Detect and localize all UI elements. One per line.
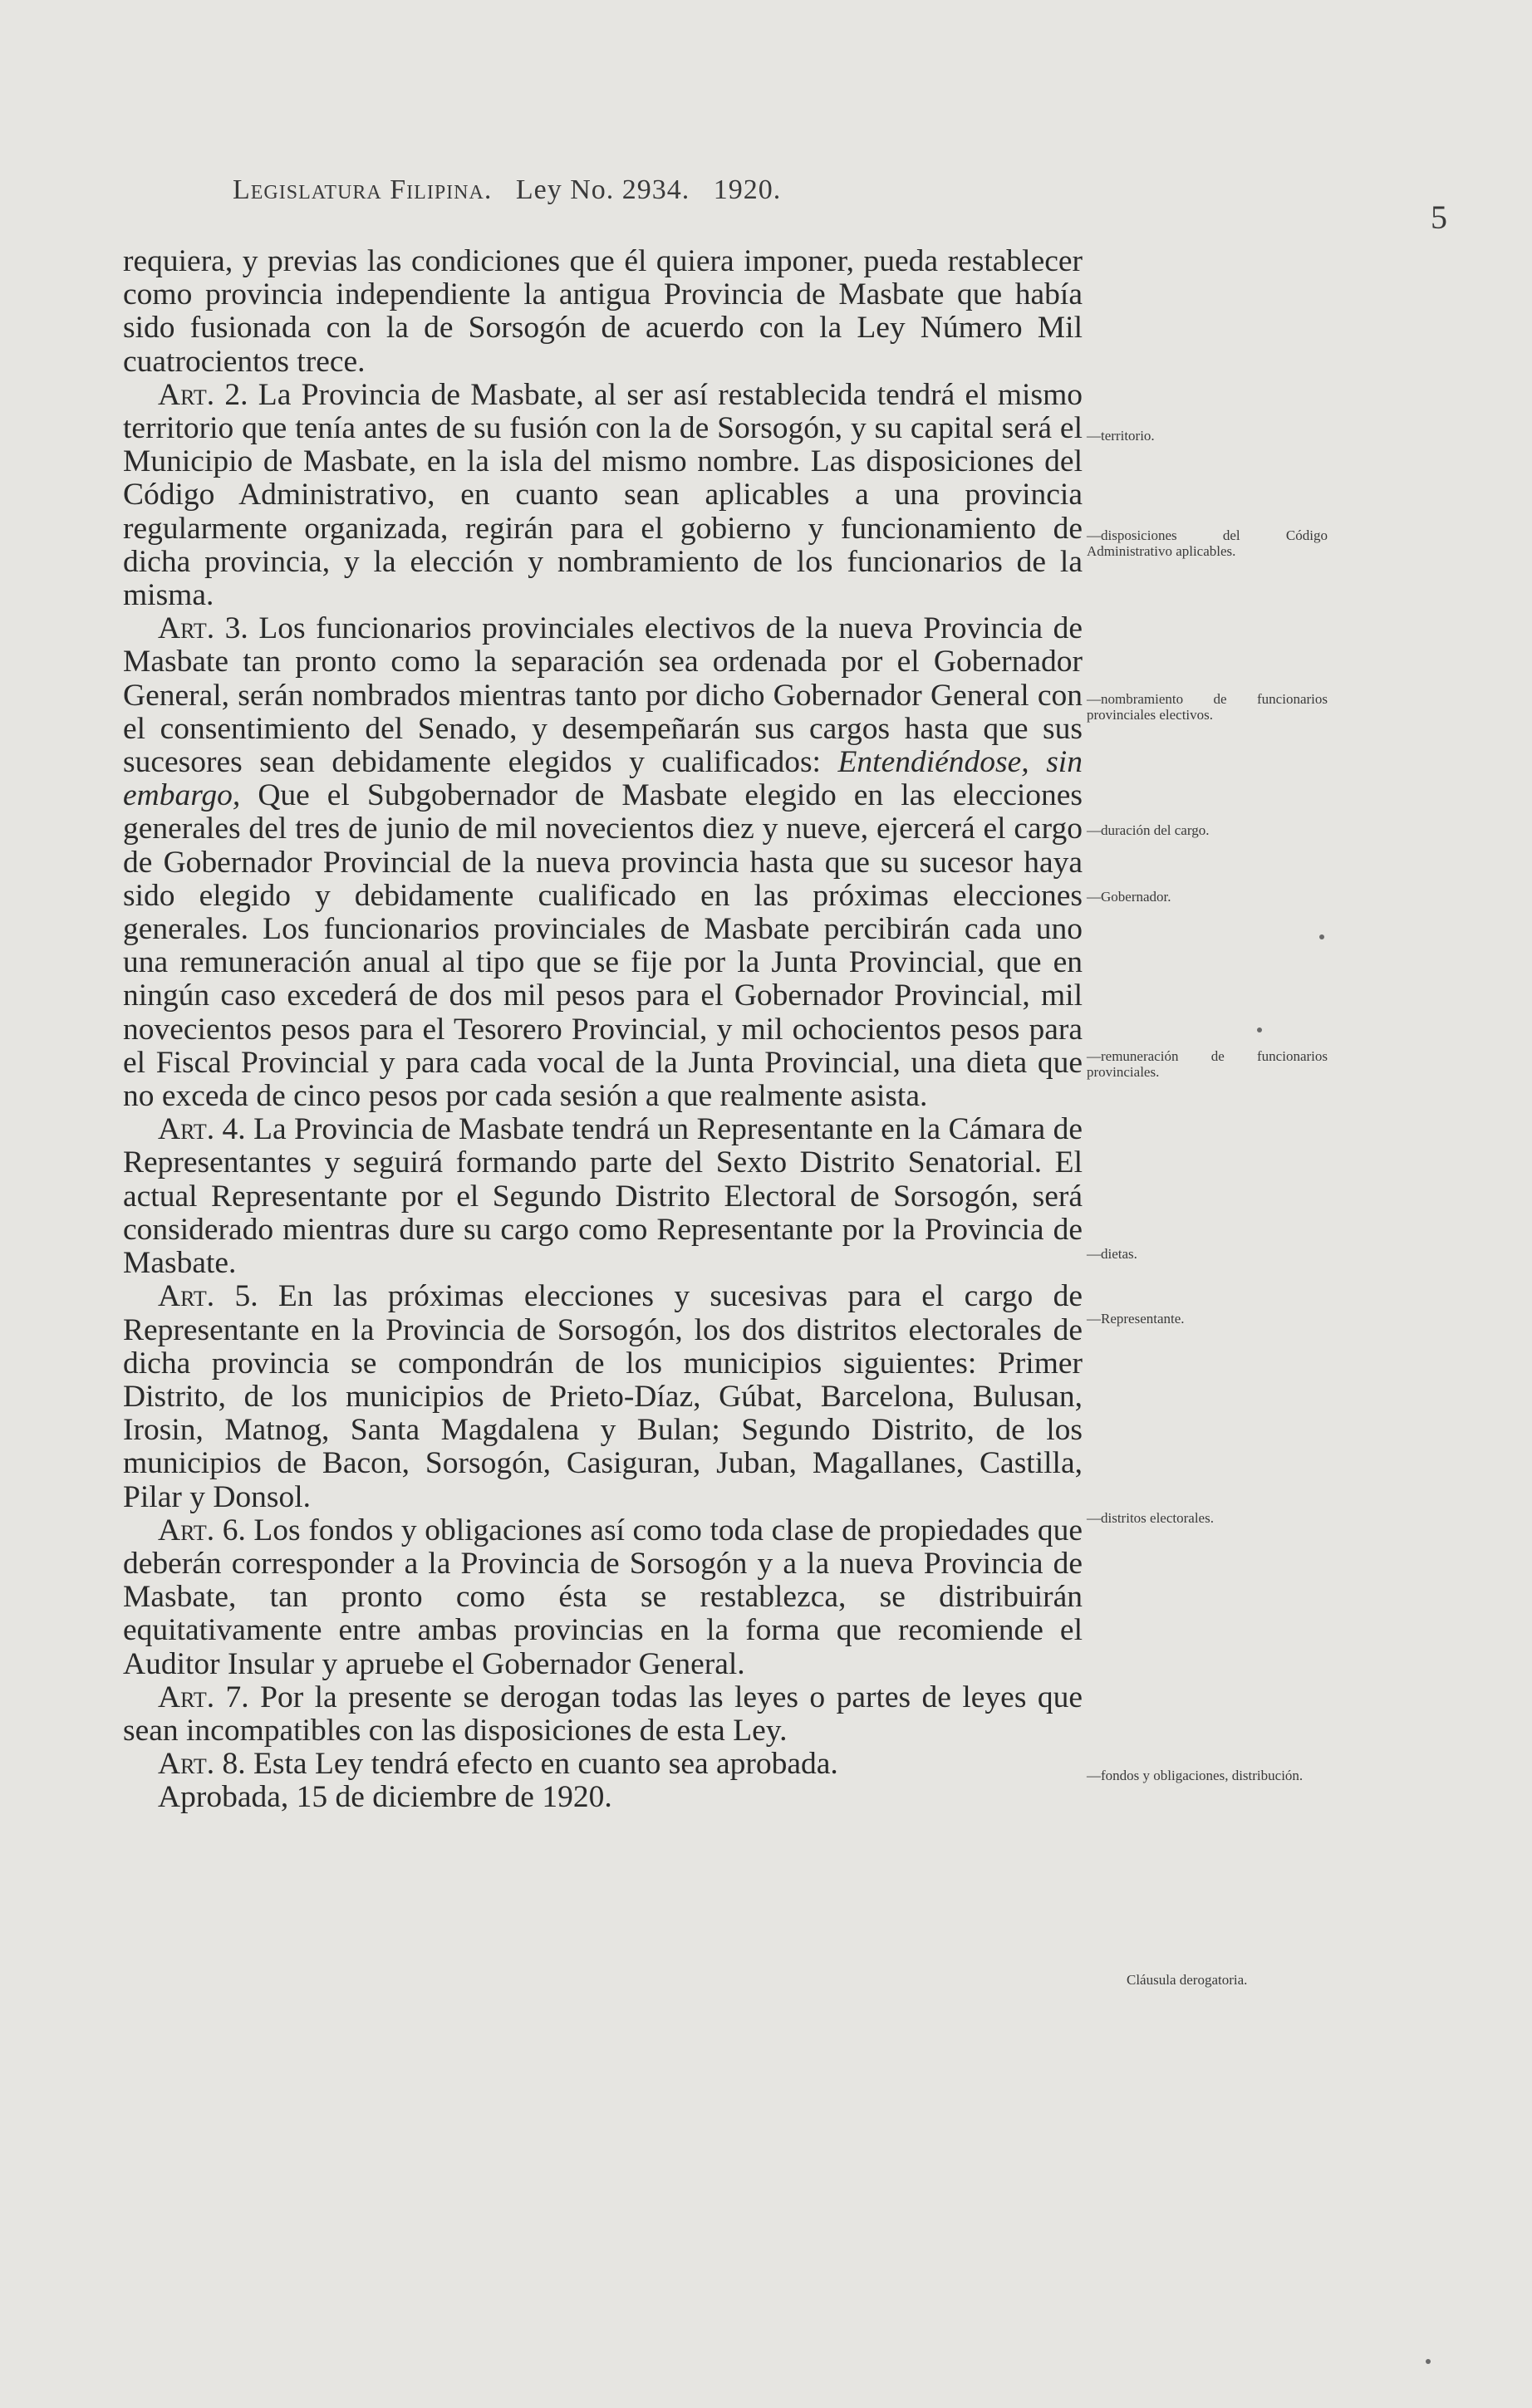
article-text: La Provincia de Masbate, al ser así restablecida tendrá el mismo territorio que tenía antes de su fusión con la de Sorsogón, y su capital será el Municipio de Masbate, en la isla del mismo nombre. Las disposiciones del Código Administrativo, en cuanto sean aplicables a una provincia regularmente organizada, regirán para el gobierno y funcionamiento de dicha provincia, y la elección y nombramiento de los funcionarios de la misma.	[123, 377, 1083, 613]
proviso-italic: Entendiéndose, sin embargo,	[123, 745, 1083, 813]
article-text: La Provincia de Masbate tendrá un Representante en la Cámara de Representantes y seguirá formando parte del Sexto Distrito Senatorial. El actual Representante por el Segundo Distrito Electoral de Sorsogón, será considerado mientras dure su cargo como Representante por la Provincia de Masbate.	[123, 1112, 1083, 1281]
article-text: Los funcionarios provinciales electivos de la nueva Provincia de Masbate tan pronto como la separación sea ordenada por el Gobernador General, serán nombrados mientras tanto por dicho Gobernador General con el consentimiento del Senado, y desempeñarán sus cargos hasta que sus sucesores sean debidamente elegidos y cualificados:	[123, 611, 1083, 780]
ink-speck	[1257, 1027, 1262, 1032]
article-7	[123, 1681, 1083, 1748]
article-5	[123, 1280, 1083, 1513]
article-label: Art. 2.	[158, 377, 248, 412]
header-year: 1920.	[713, 174, 782, 205]
article-label: Art. 5.	[158, 1279, 258, 1314]
header-law-number: Ley No. 2934.	[515, 174, 690, 205]
article-label: Art. 3.	[158, 611, 248, 646]
running-header	[233, 174, 781, 206]
margin-note-derogatoria: Cláusula derogatoria.	[1127, 1972, 1248, 1988]
article-text: Esta Ley tendrá efecto en cuanto sea aprobada.	[245, 1747, 838, 1782]
article-label: Art. 4.	[158, 1112, 246, 1147]
page-number: 5	[1431, 199, 1447, 236]
margin-note-remuneracion: —remuneración de funcionarios provinciales.	[1087, 1048, 1328, 1080]
article-2	[123, 379, 1083, 612]
paragraph-intro: requiera, y previas las condiciones que él quiera imponer, pueda restablecer como provincia independiente la antigua Provincia de Masbate que había sido fusionada con la de Sorsogón de acuerdo con la Ley Número Mil cuatrocientos trece.	[123, 244, 1083, 379]
margin-note-gobernador: —Gobernador.	[1087, 889, 1171, 905]
margin-note-disposiciones: —disposiciones del Código Administrativo aplicables.	[1087, 527, 1328, 559]
article-label: Art. 6.	[158, 1513, 246, 1547]
header-title: Legislatura Filipina.	[233, 174, 493, 205]
margin-note-nombramiento: —nombramiento de funcionarios provinciales electivos.	[1087, 691, 1328, 723]
article-4	[123, 1113, 1083, 1280]
margin-note-distritos: —distritos electorales.	[1087, 1510, 1214, 1526]
article-label: Art. 7.	[158, 1680, 249, 1714]
margin-note-representante: —Representante.	[1087, 1311, 1185, 1327]
ink-speck	[1426, 2359, 1431, 2364]
margin-note-duracion: —duración del cargo.	[1087, 822, 1210, 838]
article-label: Art. 8.	[158, 1747, 246, 1782]
article-text: En las próximas elecciones y sucesivas para el cargo de Representante en la Provincia de Sorsogón, los dos distritos electorales de dicha provincia se compondrán de los municipios siguientes: Primer Distrito, de los municipios de Prieto-Díaz, Gúbat, Barcelona, Bulusan, Irosin, Matnog, Santa Magdalena y Bulan; Segundo Distrito, de los municipios de Bacon, Sorsogón, Casiguran, Juban, Magallanes, Castilla, Pilar y Donsol.	[123, 1279, 1083, 1514]
article-text: Los fondos y obligaciones así como toda clase de propiedades que deberán corresponder a la Provincia de Sorsogón y a la nueva Provincia de Masbate, tan pronto como ésta se restablezca, se distribuirán equitativamente entre ambas provincias en la forma que recomiende el Auditor Insular y apruebe el Gobernador General.	[123, 1513, 1083, 1681]
article-text: Por la presente se derogan todas las leyes o partes de leyes que sean incompatibles con las disposiciones de esta Ley.	[123, 1680, 1083, 1748]
article-3	[123, 612, 1083, 1113]
article-8	[123, 1748, 1083, 1781]
margin-note-fondos: —fondos y obligaciones, distribución.	[1087, 1768, 1304, 1783]
margin-note-territorio: —territorio.	[1087, 428, 1155, 444]
law-text	[123, 245, 1083, 1815]
approval-date: Aprobada, 15 de diciembre de 1920.	[158, 1780, 612, 1815]
article-6	[123, 1514, 1083, 1681]
margin-note-dietas: —dietas.	[1087, 1246, 1137, 1262]
article-text: Que el Subgobernador de Masbate elegido en las elecciones generales del tres de junio de mil novecientos diez y nueve, ejercerá el cargo de Gobernador Provincial de la nueva provincia hasta que su sucesor haya sido elegido y debidamente cualificado en las próximas elecciones generales. Los funcionarios provinciales de Masbate percibirán cada uno una remuneración anual al tipo que se fije por la Junta Provincial, que en ningún caso excederá de dos mil pesos para el Gobernador Provincial, mil novecientos pesos para el Tesorero Provincial, y mil ochocientos pesos para el Fiscal Provincial y para cada vocal de la Junta Provincial, una dieta que no exceda de cinco pesos por cada sesión a que realmente asista.	[123, 778, 1083, 1114]
ink-speck	[1319, 934, 1324, 939]
